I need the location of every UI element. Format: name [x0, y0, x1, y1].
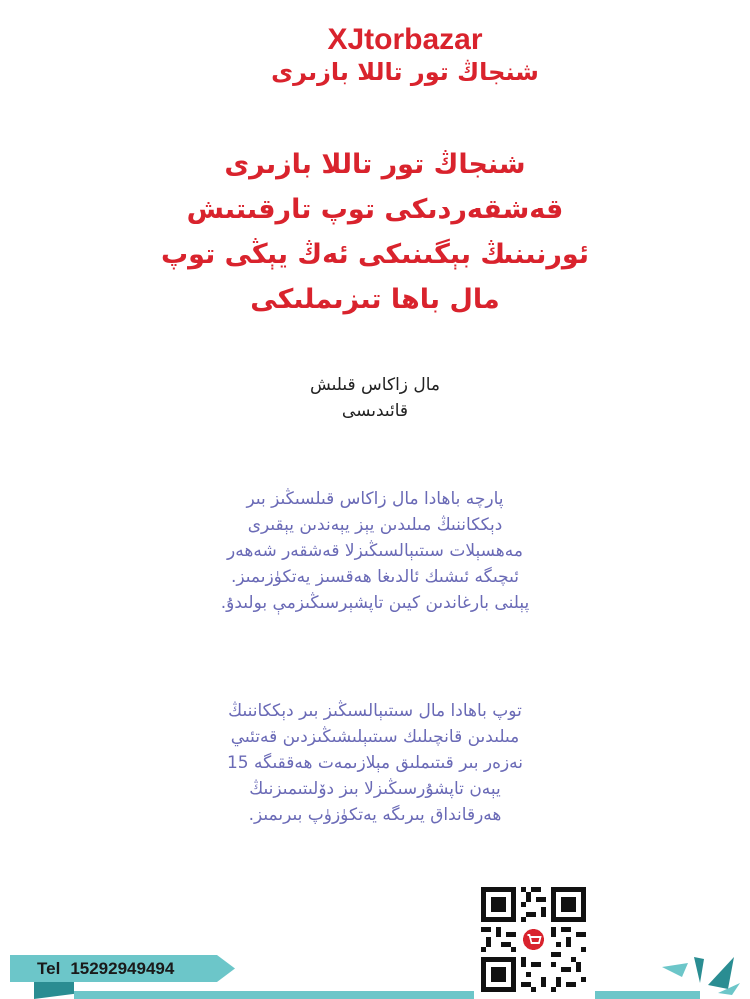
subtitle-line: مال زاكاس قىلىش [309, 375, 441, 395]
paragraph-line: توپ باھادا مال سىتىېالسىڭىز بىر دېككاننىڭ [228, 701, 522, 721]
footer-divider-left [74, 991, 474, 999]
paragraph-line: يېەن تاپشۇرسىڭىزلا بىز دۆلىتىمىزنىڭ [249, 779, 501, 799]
title-line: ئورنىنىڭ بېگىنىكى ئەڭ يېڭى توپ [161, 239, 589, 270]
logo-uyghur-text: شنجاڭ تور تاللا بازىرى [271, 58, 539, 86]
tel-label: Tel [37, 959, 61, 978]
tel-number[interactable]: 15292949494 [70, 959, 175, 978]
subtitle-line: قائىدىسى [341, 401, 409, 421]
paragraph-line: پېلنى بارغاندىن كيىن تاپشېرسىڭىزمې بولىدۇ. [220, 593, 530, 613]
qr-code-icon[interactable] [481, 887, 586, 992]
retail-paragraph [140, 486, 610, 616]
paragraph-line: دېككاننىڭ مىلىدىن يېز يېەندىن يېقىرى [247, 515, 503, 535]
title-line: مال باھا تىزىملىكى [250, 284, 500, 315]
tel-banner-tail [34, 982, 74, 999]
wholesale-paragraph [140, 698, 610, 828]
logo-latin-text: XJtorbazar [327, 23, 483, 56]
section-heading [150, 372, 600, 424]
paragraph-line: پارچە باھادا مال زاكاس قىلسىڭىز بىر [246, 489, 504, 509]
title-line: قەشقەردىكى توپ تارقىتىش [186, 194, 564, 225]
paragraph-line: مەھسېلات سىتىېالسىڭىزلا قەشقەر شەھەر [227, 541, 523, 561]
paragraph-line: ئىچىگە ئىشىك ئالدىغا ھەقسىز يەتكۈزىمىز. [230, 567, 519, 587]
page-title [100, 142, 650, 322]
paragraph-line: ھەرقانداق يىرىگە يەتكۈزۈپ بىرىمىز. [248, 805, 502, 825]
phone-contact[interactable] [37, 957, 174, 980]
brand-logo [270, 22, 540, 92]
title-line: شنجاڭ تور تاللا بازىرى [224, 149, 526, 180]
decorative-triangles-icon [660, 955, 745, 999]
paragraph-line: نەزەر بىر قىتىملىق مېلازىمەت ھەققىگە 15 [226, 753, 524, 773]
paragraph-line: مىلىدىن قانچىلىك سىتىېلىشىڭىزدىن قەتئىي [230, 727, 520, 747]
